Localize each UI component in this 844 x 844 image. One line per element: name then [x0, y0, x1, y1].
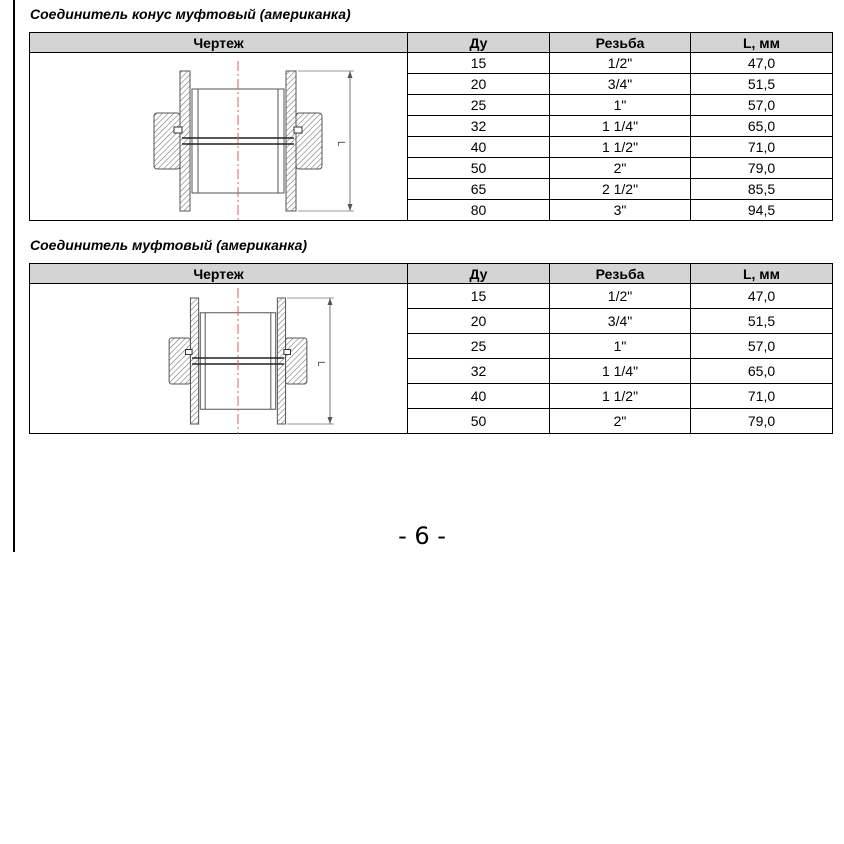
cell-du: 25 [408, 334, 550, 359]
cell-thread: 2 1/2" [550, 179, 691, 200]
cell-thread: 1 1/4" [550, 359, 691, 384]
column-header-drawing: Чертеж [30, 264, 408, 284]
drawing-cell [30, 53, 408, 221]
cell-length: 79,0 [691, 158, 833, 179]
spec-table-union [29, 263, 833, 434]
cell-thread: 1 1/4" [550, 116, 691, 137]
length-dimension-label: L [335, 141, 346, 147]
page-margin-rule [13, 0, 15, 552]
spec-table-cone-union [29, 32, 833, 221]
cell-length: 65,0 [691, 359, 833, 384]
cell-du: 50 [408, 158, 550, 179]
column-header-length: L, мм [691, 264, 833, 284]
pipe-union-drawing [30, 284, 408, 434]
section-title-union: Соединитель муфтовый (американка) [30, 237, 308, 253]
cell-length: 47,0 [691, 284, 833, 309]
table-row [30, 53, 833, 74]
cell-length: 71,0 [691, 384, 833, 409]
column-header-du: Ду [408, 264, 550, 284]
table-header-row [30, 264, 833, 284]
cell-thread: 3/4" [550, 74, 691, 95]
cell-du: 40 [408, 384, 550, 409]
column-header-length: L, мм [691, 33, 833, 53]
cell-thread: 1" [550, 95, 691, 116]
column-header-du: Ду [408, 33, 550, 53]
cell-du: 32 [408, 116, 550, 137]
cell-length: 51,5 [691, 74, 833, 95]
cell-du: 20 [408, 74, 550, 95]
cell-du: 32 [408, 359, 550, 384]
column-header-drawing: Чертеж [30, 33, 408, 53]
cell-length: 57,0 [691, 95, 833, 116]
cell-du: 50 [408, 409, 550, 434]
cell-length: 79,0 [691, 409, 833, 434]
column-header-thread: Резьба [550, 33, 691, 53]
cell-thread: 1/2" [550, 53, 691, 74]
cell-length: 47,0 [691, 53, 833, 74]
cell-du: 15 [408, 284, 550, 309]
section-title-cone-union: Соединитель конус муфтовый (американка) [30, 6, 351, 22]
cell-length: 57,0 [691, 334, 833, 359]
cell-du: 25 [408, 95, 550, 116]
cell-thread: 1" [550, 334, 691, 359]
page-number: - 6 - [398, 522, 446, 550]
cell-thread: 1 1/2" [550, 384, 691, 409]
cell-length: 85,5 [691, 179, 833, 200]
table-row [30, 284, 833, 309]
drawing-cell [30, 284, 408, 434]
table-header-row [30, 33, 833, 53]
cell-thread: 3" [550, 200, 691, 221]
cell-length: 65,0 [691, 116, 833, 137]
cell-length: 71,0 [691, 137, 833, 158]
cell-thread: 2" [550, 158, 691, 179]
cell-thread: 1/2" [550, 284, 691, 309]
length-dimension-label: L [315, 361, 326, 367]
cell-length: 94,5 [691, 200, 833, 221]
cell-thread: 1 1/2" [550, 137, 691, 158]
cell-du: 80 [408, 200, 550, 221]
column-header-thread: Резьба [550, 264, 691, 284]
cell-thread: 3/4" [550, 309, 691, 334]
cell-length: 51,5 [691, 309, 833, 334]
cell-du: 15 [408, 53, 550, 74]
pipe-union-drawing [30, 53, 408, 221]
cell-du: 20 [408, 309, 550, 334]
cell-du: 65 [408, 179, 550, 200]
cell-thread: 2" [550, 409, 691, 434]
cell-du: 40 [408, 137, 550, 158]
